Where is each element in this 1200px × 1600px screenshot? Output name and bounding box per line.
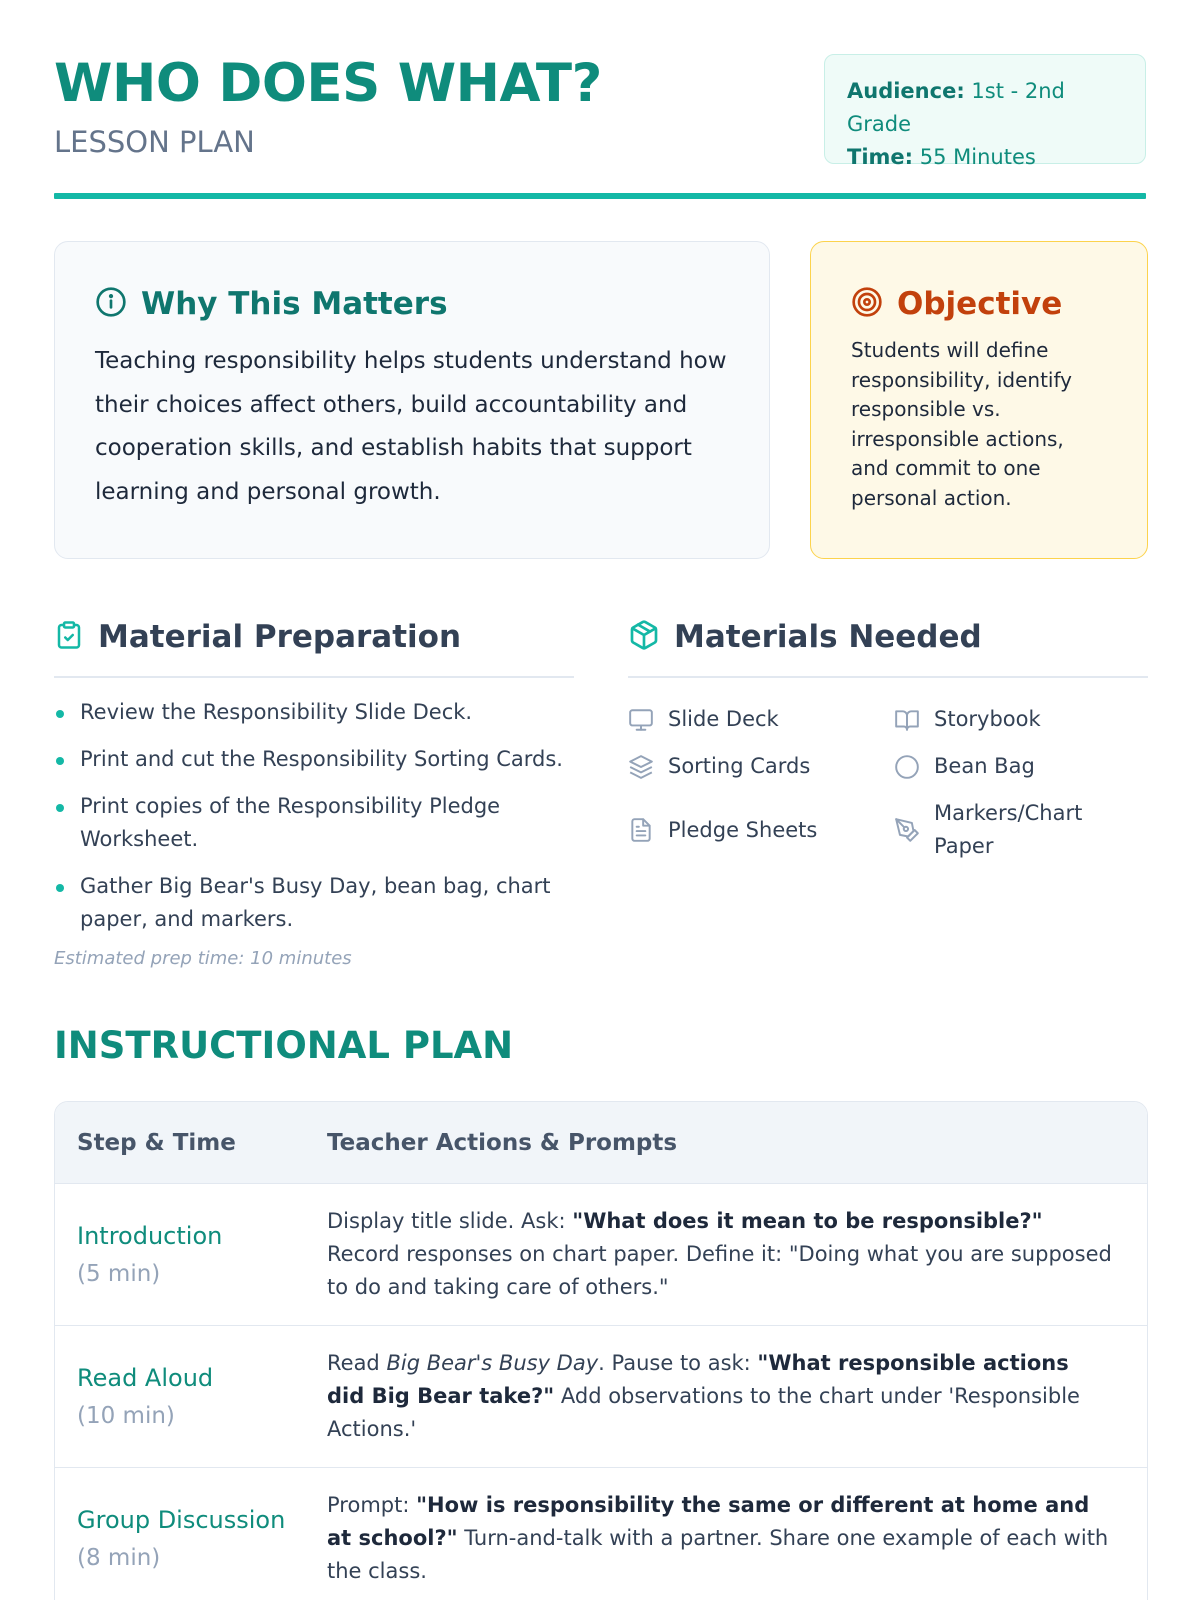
circle-icon [894,754,920,780]
material-item-slide-deck [628,696,894,743]
why-text: Teaching responsibility helps students understand how their choices affect others, build accountability and cooperation skills, and establish habits that support learning and personal growth. [95,348,727,505]
time-line [847,141,1123,174]
teacher-actions: Read Big Bear's Busy Day. Pause to ask: "What responsible actions did Big Bear take?" Add observations to the chart under 'Responsible Actions.' [327,1351,1080,1441]
objective-text: Students will define responsibility, identify responsible vs. irresponsible actions, and commit to one personal action. [851,338,1073,510]
instructional-plan-table [54,1101,1148,1600]
audience-label: Audience: [847,79,965,103]
table-row [55,1468,1147,1600]
material-item-bean-bag [894,743,1148,790]
box-icon [628,619,660,655]
column-header-actions: Teacher Actions & Prompts [327,1129,678,1156]
objective-heading: Objective [897,286,1063,322]
book-open-icon [894,707,920,733]
lesson-header [54,52,1146,202]
instructional-plan-title: INSTRUCTIONAL PLAN [54,1024,514,1067]
prompt-question: "How is responsibility the same or different at home and at school?" [327,1493,1090,1550]
prompt-question: "What does it mean to be responsible?" [572,1209,1043,1233]
header-divider [54,193,1146,199]
column-header-step: Step & Time [77,1129,236,1156]
list-item: Print copies of the Responsibility Pledge Worksheet. [54,790,574,856]
material-item-sorting-cards [628,743,894,790]
pen-icon [894,817,920,843]
materials-grid [628,696,1148,870]
step-time: (8 min) [77,1544,161,1571]
book-title: Big Bear's Busy Day [386,1351,599,1375]
page-title: WHO DOES WHAT? [54,53,602,114]
material-label: Slide Deck [668,707,779,731]
material-item-storybook [894,696,1148,743]
table-row [55,1326,1147,1468]
material-preparation-section [54,612,574,969]
lesson-meta-box [824,54,1146,169]
teacher-actions: Display title slide. Ask: "What does it mean to be responsible?" Record responses on chart paper. Define it: "Doing what you are supposed to do and taking care of others." [327,1209,1112,1299]
clipboard-check-icon [54,619,84,655]
step-time: (5 min) [77,1260,161,1287]
why-this-matters-card [54,241,770,559]
list-item: Review the Responsibility Slide Deck. [54,696,574,729]
target-icon [851,286,883,322]
layers-icon [628,754,654,780]
step-name: Read Aloud [77,1363,214,1392]
info-circle-icon [95,286,127,322]
teacher-actions: Prompt: "How is responsibility the same or different at home and at school?" Turn-and-talk with a partner. Share one example of each with the class. [327,1493,1109,1583]
materials-heading: Materials Needed [674,619,982,655]
document-icon [628,817,654,843]
table-header [55,1102,1147,1184]
audience-value: 1st - 2nd Grade [847,79,1065,136]
material-label: Markers/Chart Paper [934,801,1083,858]
step-name: Introduction [77,1221,223,1250]
page-subtitle: LESSON PLAN [54,125,255,159]
list-item: Gather Big Bear's Busy Day, bean bag, chart paper, and markers. [54,870,574,936]
preparation-list [54,696,574,936]
step-time: (10 min) [77,1402,175,1429]
time-value: 55 Minutes [919,145,1036,169]
preparation-heading: Material Preparation [98,619,462,655]
material-item-markers-chart-paper [894,790,1148,870]
time-label: Time: [847,145,914,169]
materials-needed-section [628,612,1148,870]
material-label: Bean Bag [934,754,1035,778]
material-label: Sorting Cards [668,754,811,778]
monitor-icon [628,707,654,733]
why-heading: Why This Matters [141,286,448,322]
table-row [55,1184,1147,1326]
prep-time-note: Estimated prep time: 10 minutes [54,948,352,969]
material-label: Storybook [934,707,1041,731]
material-item-pledge-sheets [628,790,894,870]
prompt-question: "What responsible actions did Big Bear take?" [327,1351,1069,1408]
objective-card [810,241,1148,559]
step-name: Group Discussion [77,1505,286,1534]
audience-line [847,75,1123,141]
list-item: Print and cut the Responsibility Sorting Cards. [54,743,574,776]
material-label: Pledge Sheets [668,817,818,842]
